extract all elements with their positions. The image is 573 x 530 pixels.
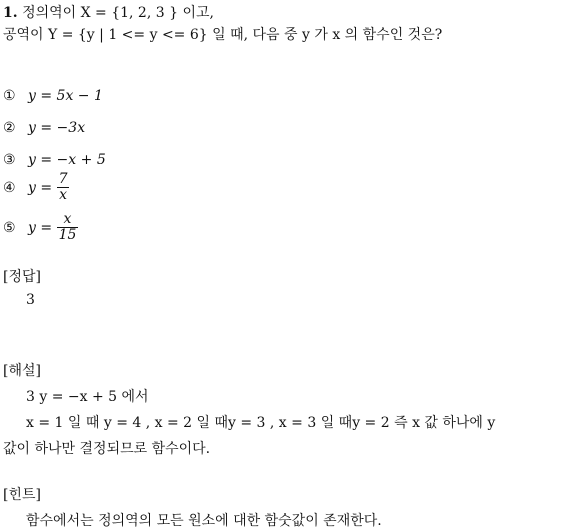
choice-3	[3, 152, 106, 168]
choice-marker: ②	[3, 120, 16, 136]
choice-expression: y = −3x	[28, 120, 86, 136]
problem-text-line-2: 공역이 Y = {y | 1 <= y <= 6} 일 때, 다음 중 y 가 x 의 함수인 것은?	[3, 27, 443, 43]
choice-marker: ⑤	[3, 219, 16, 236]
answer-header: [정답]	[3, 269, 41, 285]
choice-marker: ③	[3, 152, 16, 168]
explanation-line-2: x = 1 일 때 y = 4 , x = 2 일 때y = 3 , x = 3 일 때y = 2 즉 x 값 하나에 y	[26, 415, 496, 431]
choice-lhs: y =	[28, 219, 53, 236]
choice-fraction	[57, 172, 70, 204]
fraction-denominator: x	[59, 187, 67, 204]
choice-marker: ①	[3, 88, 16, 104]
fraction-numerator: x	[57, 212, 79, 228]
choice-lhs: y =	[28, 179, 53, 196]
hint-header: [힌트]	[3, 487, 41, 503]
explanation-line-1: 3 y = −x + 5 에서	[26, 389, 149, 405]
choice-1	[3, 88, 103, 104]
problem-line-1	[3, 2, 214, 22]
choice-fraction	[57, 212, 79, 244]
fraction-denominator: 15	[58, 227, 77, 244]
choice-expression: y = −x + 5	[28, 152, 106, 168]
problem-text-line-1: 정의역이 X = {1, 2, 3 } 이고,	[22, 5, 214, 21]
choice-marker: ④	[3, 179, 16, 196]
fraction-numerator: 7	[58, 171, 68, 187]
problem-number: 1.	[3, 5, 18, 21]
choice-expression: y = 5x − 1	[28, 88, 103, 104]
choice-5	[3, 212, 78, 244]
choice-4	[3, 172, 69, 204]
answer-value: 3	[26, 292, 35, 308]
hint-text: 함수에서는 정의역의 모든 원소에 대한 함숫값이 존재한다.	[26, 513, 382, 529]
explanation-line-3: 값이 하나만 결정되므로 함수이다.	[3, 441, 211, 457]
choice-2	[3, 120, 85, 136]
explanation-header: [해설]	[3, 363, 41, 379]
